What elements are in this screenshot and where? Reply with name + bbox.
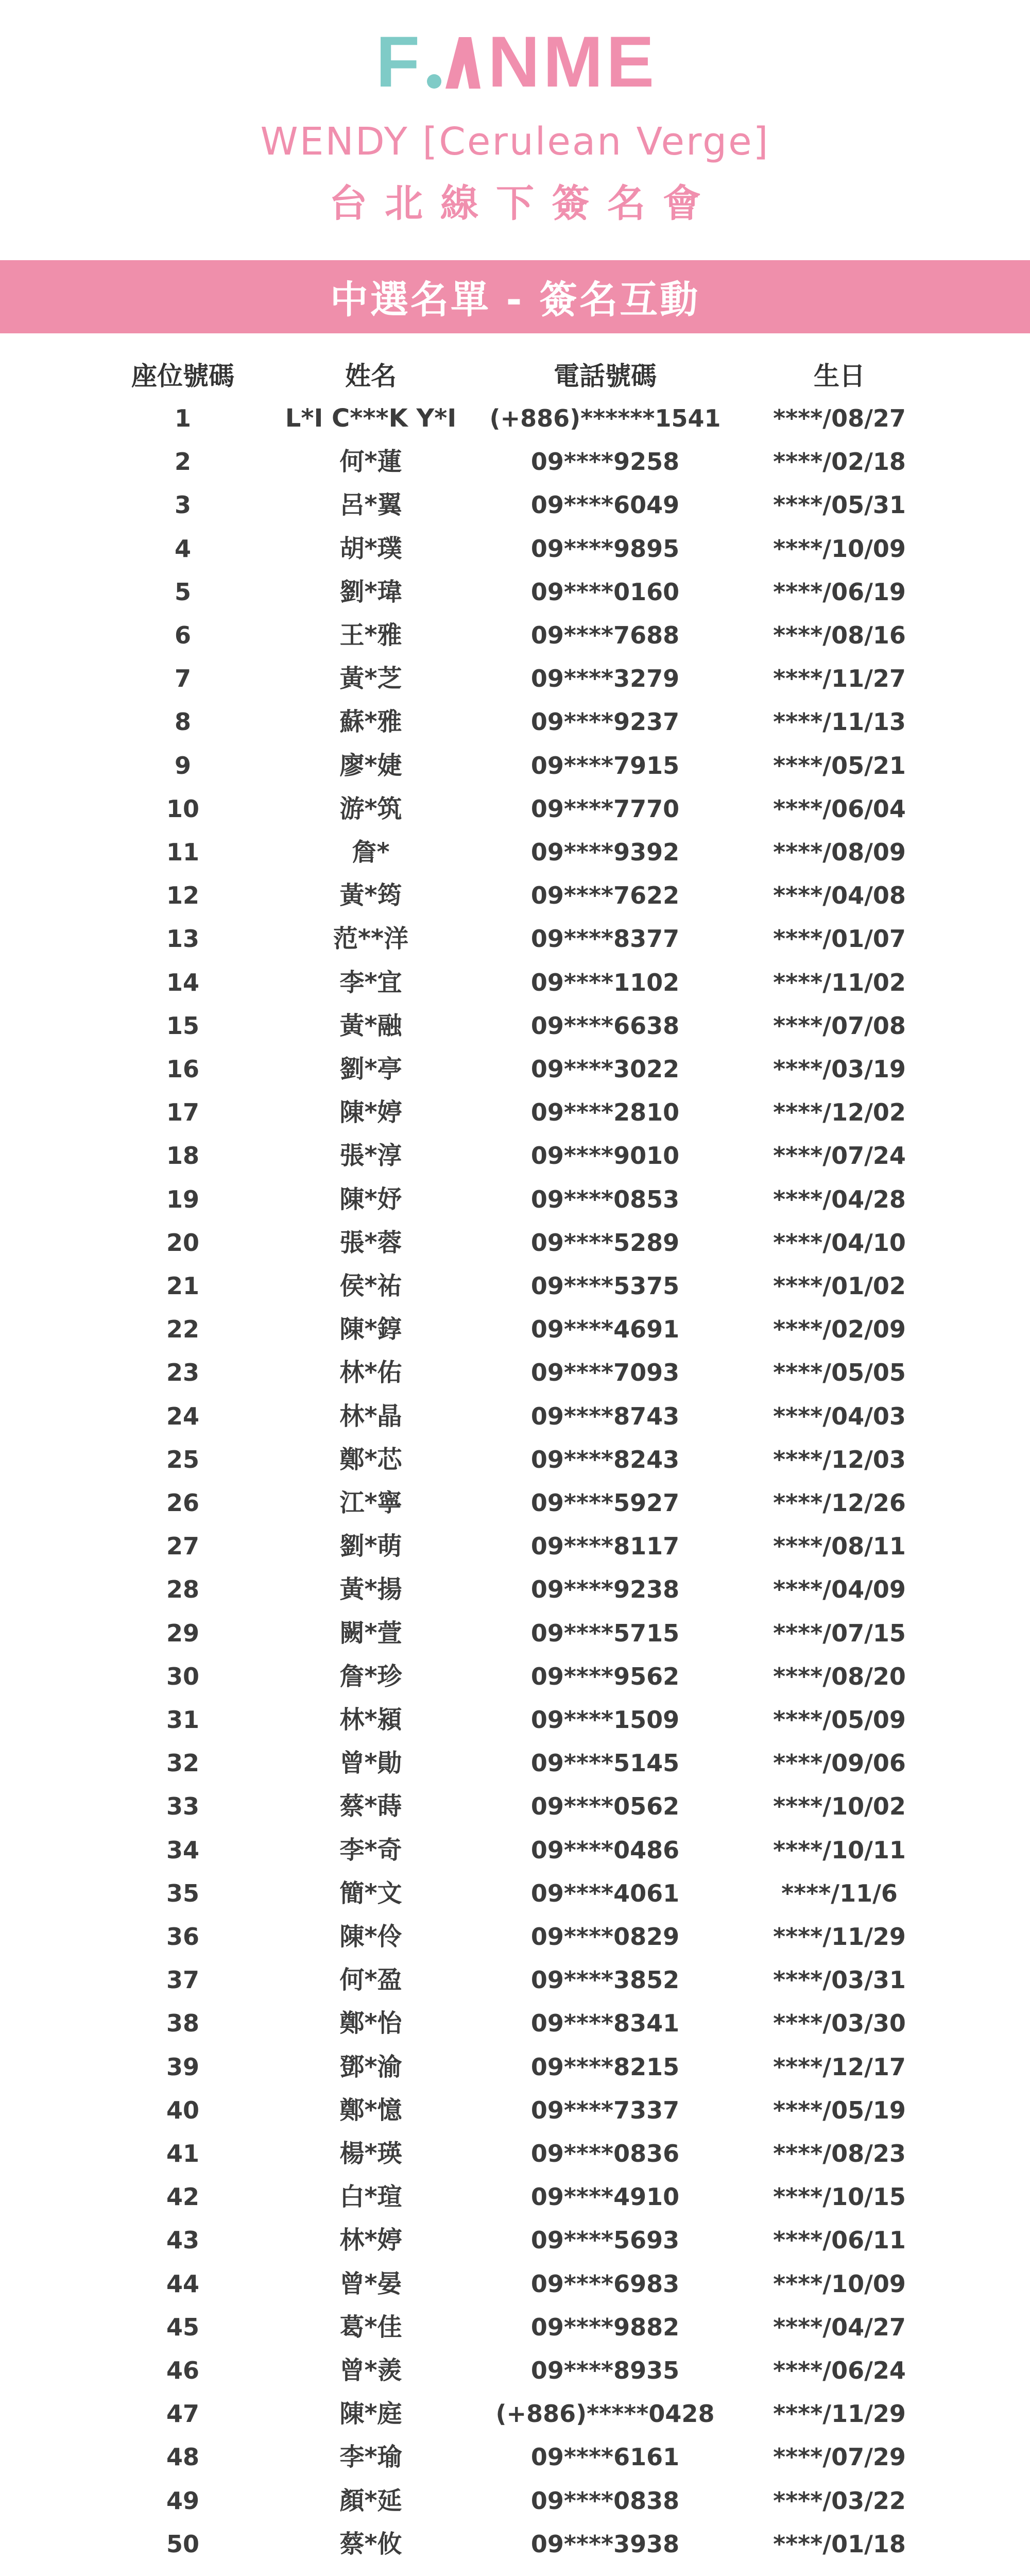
birthday-cell: ****/10/11 — [773, 1836, 906, 1864]
seat-cell: 29 — [166, 1619, 199, 1647]
seat-cell: 27 — [166, 1532, 199, 1561]
seat-cell: 18 — [166, 1142, 199, 1170]
phone-cell: 09****8215 — [530, 2053, 680, 2081]
birthday-cell: ****/10/09 — [773, 534, 906, 563]
phone-cell: 09****0838 — [530, 2486, 680, 2515]
seat-cell: 4 — [174, 534, 191, 563]
seat-cell: 30 — [166, 1662, 199, 1690]
birthday-cell: ****/08/11 — [773, 1532, 906, 1561]
name-cell: 黃*融 — [339, 1011, 402, 1040]
seat-cell: 43 — [166, 2226, 199, 2255]
seat-cell: 19 — [166, 1185, 199, 1213]
seat-cell: 28 — [166, 1575, 199, 1604]
seat-cell: 46 — [166, 2357, 199, 2384]
table-row — [0, 614, 1030, 657]
birthday-cell: ****/04/03 — [773, 1402, 906, 1430]
phone-cell: 09****9895 — [530, 534, 680, 563]
table-row — [0, 1395, 1030, 1438]
seat-cell: 3 — [174, 491, 191, 519]
phone-cell: 09****5715 — [530, 1619, 680, 1647]
seat-cell: 17 — [166, 1098, 199, 1127]
phone-cell: 09****9237 — [530, 708, 680, 736]
table-row — [0, 1134, 1030, 1177]
name-cell: 顏*延 — [339, 2486, 402, 2515]
seat-cell: 41 — [166, 2140, 199, 2167]
name-cell: 楊*瑛 — [339, 2139, 402, 2168]
seat-cell: 15 — [166, 1011, 199, 1040]
column-header-birthday: 生日 — [814, 361, 865, 391]
phone-cell: (+886)*****0428 — [495, 2400, 715, 2428]
birthday-cell: ****/01/07 — [773, 925, 906, 953]
table-row — [0, 483, 1030, 527]
phone-cell: 09****0160 — [530, 578, 680, 606]
table-row — [0, 961, 1030, 1004]
name-cell: 何*盈 — [339, 1965, 402, 1995]
name-cell: 林*婷 — [339, 2226, 402, 2255]
name-cell: 呂*翼 — [339, 490, 402, 520]
table-row — [0, 2132, 1030, 2175]
seat-cell: 23 — [166, 1359, 199, 1387]
table-row — [0, 2522, 1030, 2566]
name-cell: 劉*亭 — [339, 1055, 402, 1083]
birthday-cell: ****/05/19 — [773, 2096, 906, 2124]
name-cell: 廖*婕 — [339, 751, 402, 780]
phone-cell: 09****8117 — [530, 1532, 680, 1561]
name-cell: 鄧*渝 — [339, 2052, 402, 2081]
birthday-cell: ****/01/18 — [773, 2530, 906, 2558]
logo-letter-n: N — [488, 21, 540, 102]
phone-cell: 09****8935 — [530, 2357, 680, 2384]
phone-cell: 09****3022 — [530, 1055, 680, 1083]
seat-cell: 10 — [166, 794, 199, 823]
table-row — [0, 1438, 1030, 1481]
birthday-cell: ****/11/29 — [773, 2400, 906, 2428]
table-row — [0, 2089, 1030, 2132]
birthday-cell: ****/05/09 — [773, 1706, 906, 1734]
phone-cell: 09****3279 — [530, 665, 680, 693]
phone-cell: 09****6161 — [530, 2443, 680, 2471]
table-row — [0, 440, 1030, 483]
table-row — [0, 744, 1030, 787]
seat-cell: 11 — [166, 838, 199, 866]
name-cell: 江*寧 — [339, 1488, 402, 1517]
seat-cell: 50 — [166, 2530, 199, 2558]
name-cell: 蔡*攸 — [339, 2529, 402, 2558]
table-row — [0, 1828, 1030, 1872]
table-row — [0, 1047, 1030, 1091]
birthday-cell: ****/02/09 — [773, 1315, 906, 1344]
seat-cell: 26 — [166, 1489, 199, 1517]
birthday-cell: ****/07/08 — [773, 1011, 906, 1040]
table-row — [0, 1221, 1030, 1264]
birthday-cell: ****/11/6 — [781, 1879, 898, 1907]
logo-a-mark-icon — [423, 31, 485, 93]
table-row — [0, 1741, 1030, 1785]
birthday-cell: ****/08/09 — [773, 838, 906, 866]
birthday-cell: ****/01/02 — [773, 1272, 906, 1300]
phone-cell: 09****6638 — [530, 1011, 680, 1040]
seat-cell: 13 — [166, 925, 199, 953]
birthday-cell: ****/03/22 — [773, 2486, 906, 2515]
birthday-cell: ****/08/27 — [773, 404, 906, 432]
phone-cell: 09****4910 — [530, 2183, 680, 2211]
name-cell: 曾*晏 — [339, 2269, 402, 2298]
birthday-cell: ****/05/31 — [773, 491, 906, 519]
phone-cell: 09****0853 — [530, 1185, 680, 1213]
name-cell: 蔡*蒔 — [339, 1792, 402, 1821]
seat-cell: 48 — [166, 2443, 199, 2471]
phone-cell: 09****7915 — [530, 751, 680, 779]
selection-banner — [0, 260, 1030, 333]
name-cell: 簡*文 — [339, 1878, 402, 1908]
name-cell: 詹*珍 — [339, 1662, 402, 1691]
table-row — [0, 570, 1030, 614]
birthday-cell: ****/08/23 — [773, 2140, 906, 2167]
seat-cell: 47 — [166, 2400, 199, 2428]
phone-cell: 09****7337 — [530, 2096, 680, 2124]
name-cell: 侯*祐 — [339, 1272, 402, 1300]
table-row — [0, 831, 1030, 874]
name-cell: 李*瑜 — [339, 2443, 402, 2472]
name-cell: 鄭*憶 — [339, 2095, 402, 2125]
table-row — [0, 1091, 1030, 1134]
birthday-cell: ****/07/29 — [773, 2443, 906, 2471]
table-row — [0, 1524, 1030, 1568]
event-subtitle: 台北線下簽名會 — [329, 181, 718, 226]
phone-cell: 09****9882 — [530, 2313, 680, 2341]
table-row — [0, 917, 1030, 960]
seat-cell: 33 — [166, 1792, 199, 1821]
table-row — [0, 2479, 1030, 2522]
birthday-cell: ****/12/02 — [773, 1098, 906, 1127]
seat-cell: 39 — [166, 2053, 199, 2081]
seat-cell: 7 — [174, 665, 191, 693]
name-cell: 蘇*雅 — [339, 707, 402, 737]
table-row — [0, 657, 1030, 700]
seat-cell: 34 — [166, 1836, 199, 1864]
birthday-cell: ****/12/03 — [773, 1445, 906, 1473]
phone-cell: 09****1102 — [530, 968, 680, 996]
birthday-cell: ****/06/04 — [773, 794, 906, 823]
name-cell: 陳*妤 — [339, 1184, 402, 1214]
phone-cell: 09****7622 — [530, 882, 680, 910]
logo-letter-m: M — [543, 21, 603, 102]
birthday-cell: ****/12/17 — [773, 2053, 906, 2081]
name-cell: 胡*璞 — [339, 534, 402, 563]
birthday-cell: ****/03/19 — [773, 1055, 906, 1083]
phone-cell: 09****0829 — [530, 1923, 680, 1951]
banner-label: 中選名單 - 簽名互動 — [330, 278, 700, 322]
table-row — [0, 2175, 1030, 2218]
phone-cell: 09****3852 — [530, 1966, 680, 1994]
seat-cell: 14 — [166, 968, 199, 996]
name-cell: 林*佑 — [339, 1358, 402, 1387]
table-row — [0, 397, 1030, 440]
name-cell: 劉*瑋 — [339, 577, 402, 606]
birthday-cell: ****/05/21 — [773, 751, 906, 779]
name-cell: 張*蓉 — [339, 1228, 402, 1257]
name-cell: 黃*揚 — [339, 1575, 402, 1604]
birthday-cell: ****/06/11 — [773, 2226, 906, 2255]
name-cell: L*I C***K Y*I — [285, 404, 457, 433]
phone-cell: 09****5375 — [530, 1272, 680, 1300]
birthday-cell: ****/10/15 — [773, 2183, 906, 2211]
phone-cell: 09****7770 — [530, 794, 680, 823]
seat-cell: 6 — [174, 621, 191, 649]
name-cell: 王*雅 — [339, 621, 402, 650]
birthday-cell: ****/10/02 — [773, 1792, 906, 1821]
table-row — [0, 2349, 1030, 2392]
table-row — [0, 1351, 1030, 1394]
name-cell: 張*淳 — [339, 1141, 402, 1171]
phone-cell: 09****8243 — [530, 1445, 680, 1473]
birthday-cell: ****/08/20 — [773, 1662, 906, 1690]
birthday-cell: ****/06/24 — [773, 2357, 906, 2384]
name-cell: 李*奇 — [339, 1835, 402, 1865]
seat-cell: 20 — [166, 1228, 199, 1257]
birthday-cell: ****/11/29 — [773, 1923, 906, 1951]
seat-cell: 22 — [166, 1315, 199, 1344]
table-row — [0, 527, 1030, 570]
birthday-cell: ****/04/28 — [773, 1185, 906, 1213]
birthday-cell: ****/04/08 — [773, 882, 906, 910]
seat-cell: 1 — [174, 404, 191, 432]
birthday-cell: ****/07/15 — [773, 1619, 906, 1647]
phone-cell: (+886)******1541 — [489, 404, 721, 432]
name-cell: 黃*筠 — [339, 881, 402, 910]
name-cell: 游*筑 — [339, 794, 402, 823]
name-cell: 闕*萱 — [339, 1618, 402, 1648]
seat-cell: 49 — [166, 2486, 199, 2515]
name-cell: 鄭*怡 — [339, 2009, 402, 2038]
column-header-name: 姓名 — [345, 361, 397, 391]
name-cell: 陳*錞 — [339, 1315, 402, 1344]
birthday-cell: ****/04/27 — [773, 2313, 906, 2341]
table-row — [0, 2435, 1030, 2479]
seat-cell: 9 — [174, 751, 191, 779]
birthday-cell: ****/04/09 — [773, 1575, 906, 1604]
table-row — [0, 1872, 1030, 1915]
birthday-cell: ****/03/30 — [773, 2009, 906, 2038]
phone-cell: 09****6049 — [530, 491, 680, 519]
seat-cell: 12 — [166, 882, 199, 910]
table-row — [0, 1568, 1030, 1611]
table-row — [0, 1178, 1030, 1221]
birthday-cell: ****/10/09 — [773, 2269, 906, 2298]
seat-cell: 8 — [174, 708, 191, 736]
phone-cell: 09****5289 — [530, 1228, 680, 1257]
phone-cell: 09****1509 — [530, 1706, 680, 1734]
table-row — [0, 1264, 1030, 1308]
phone-cell: 09****2810 — [530, 1098, 680, 1127]
birthday-cell: ****/04/10 — [773, 1228, 906, 1257]
birthday-cell: ****/11/02 — [773, 968, 906, 996]
phone-cell: 09****9010 — [530, 1142, 680, 1170]
seat-cell: 2 — [174, 448, 191, 476]
seat-cell: 16 — [166, 1055, 199, 1083]
name-cell: 林*晶 — [339, 1401, 402, 1431]
seat-cell: 36 — [166, 1923, 199, 1951]
phone-cell: 09****0486 — [530, 1836, 680, 1864]
table-row — [0, 787, 1030, 831]
seat-cell: 32 — [166, 1749, 199, 1777]
column-header-seat: 座位號碼 — [131, 361, 234, 391]
table-row — [0, 2306, 1030, 2349]
phone-cell: 09****5145 — [530, 1749, 680, 1777]
table-row — [0, 1915, 1030, 1958]
table-row — [0, 2218, 1030, 2262]
phone-cell: 09****6983 — [530, 2269, 680, 2298]
seat-cell: 37 — [166, 1966, 199, 1994]
seat-cell: 42 — [166, 2183, 199, 2211]
birthday-cell: ****/12/26 — [773, 1489, 906, 1517]
phone-cell: 09****4061 — [530, 1879, 680, 1907]
table-row — [0, 2002, 1030, 2045]
phone-cell: 09****8743 — [530, 1402, 680, 1430]
table-row — [0, 1785, 1030, 1828]
name-cell: 陳*婷 — [339, 1098, 402, 1127]
phone-cell: 09****9562 — [530, 1662, 680, 1690]
table-row — [0, 700, 1030, 743]
name-cell: 林*潁 — [339, 1705, 402, 1734]
phone-cell: 09****7093 — [530, 1359, 680, 1387]
seat-cell: 21 — [166, 1272, 199, 1300]
phone-cell: 09****7688 — [530, 621, 680, 649]
name-cell: 陳*伶 — [339, 1922, 402, 1951]
name-cell: 劉*萌 — [339, 1532, 402, 1561]
name-cell: 鄭*芯 — [339, 1445, 402, 1474]
table-row — [0, 1308, 1030, 1351]
phone-cell: 09****4691 — [530, 1315, 680, 1344]
table-row — [0, 1698, 1030, 1741]
birthday-cell: ****/03/31 — [773, 1966, 906, 1994]
column-header-phone: 電話號碼 — [554, 361, 657, 391]
seat-cell: 38 — [166, 2009, 199, 2038]
seat-cell: 40 — [166, 2096, 199, 2124]
birthday-cell: ****/11/13 — [773, 708, 906, 736]
table-row — [0, 1004, 1030, 1047]
table-row — [0, 1481, 1030, 1524]
seat-cell: 44 — [166, 2269, 199, 2298]
phone-cell: 09****5693 — [530, 2226, 680, 2255]
winner-list — [0, 397, 1030, 2561]
birthday-cell: ****/09/06 — [773, 1749, 906, 1777]
phone-cell: 09****9392 — [530, 838, 680, 866]
phone-cell: 09****9238 — [530, 1575, 680, 1604]
event-title: WENDY [Cerulean Verge] — [260, 120, 770, 164]
name-cell: 葛*佳 — [339, 2312, 402, 2342]
table-row — [0, 874, 1030, 917]
seat-cell: 45 — [166, 2313, 199, 2341]
name-cell: 范**洋 — [333, 924, 409, 954]
phone-cell: 09****3938 — [530, 2530, 680, 2558]
table-row — [0, 1612, 1030, 1655]
name-cell: 詹* — [352, 838, 390, 867]
birthday-cell: ****/02/18 — [773, 448, 906, 476]
phone-cell: 09****9258 — [530, 448, 680, 476]
seat-cell: 5 — [174, 578, 191, 606]
table-row — [0, 2045, 1030, 2089]
phone-cell: 09****8377 — [530, 925, 680, 953]
birthday-cell: ****/08/16 — [773, 621, 906, 649]
name-cell: 陳*庭 — [339, 2399, 402, 2429]
name-cell: 黃*芝 — [339, 664, 402, 693]
birthday-cell: ****/11/27 — [773, 665, 906, 693]
table-header — [0, 353, 1030, 399]
logo-dot — [427, 74, 441, 89]
table-row — [0, 1655, 1030, 1698]
phone-cell: 09****8341 — [530, 2009, 680, 2038]
seat-cell: 31 — [166, 1706, 199, 1734]
logo-letter-e: E — [606, 21, 655, 102]
table-row — [0, 1958, 1030, 2002]
birthday-cell: ****/06/19 — [773, 578, 906, 606]
name-cell: 何*蓮 — [339, 447, 402, 477]
seat-cell: 25 — [166, 1445, 199, 1473]
table-row — [0, 2262, 1030, 2306]
phone-cell: 09****0562 — [530, 1792, 680, 1821]
birthday-cell: ****/05/05 — [773, 1359, 906, 1387]
name-cell: 曾*羨 — [339, 2356, 402, 2385]
name-cell: 李*宜 — [339, 968, 402, 997]
logo-letter-f: F — [375, 21, 420, 102]
seat-cell: 24 — [166, 1402, 199, 1430]
name-cell: 白*瑄 — [339, 2182, 402, 2212]
fanme-logo — [0, 21, 1030, 102]
phone-cell: 09****0836 — [530, 2140, 680, 2167]
seat-cell: 35 — [166, 1879, 199, 1907]
phone-cell: 09****5927 — [530, 1489, 680, 1517]
table-row — [0, 2392, 1030, 2435]
birthday-cell: ****/07/24 — [773, 1142, 906, 1170]
name-cell: 曾*勛 — [339, 1749, 402, 1778]
